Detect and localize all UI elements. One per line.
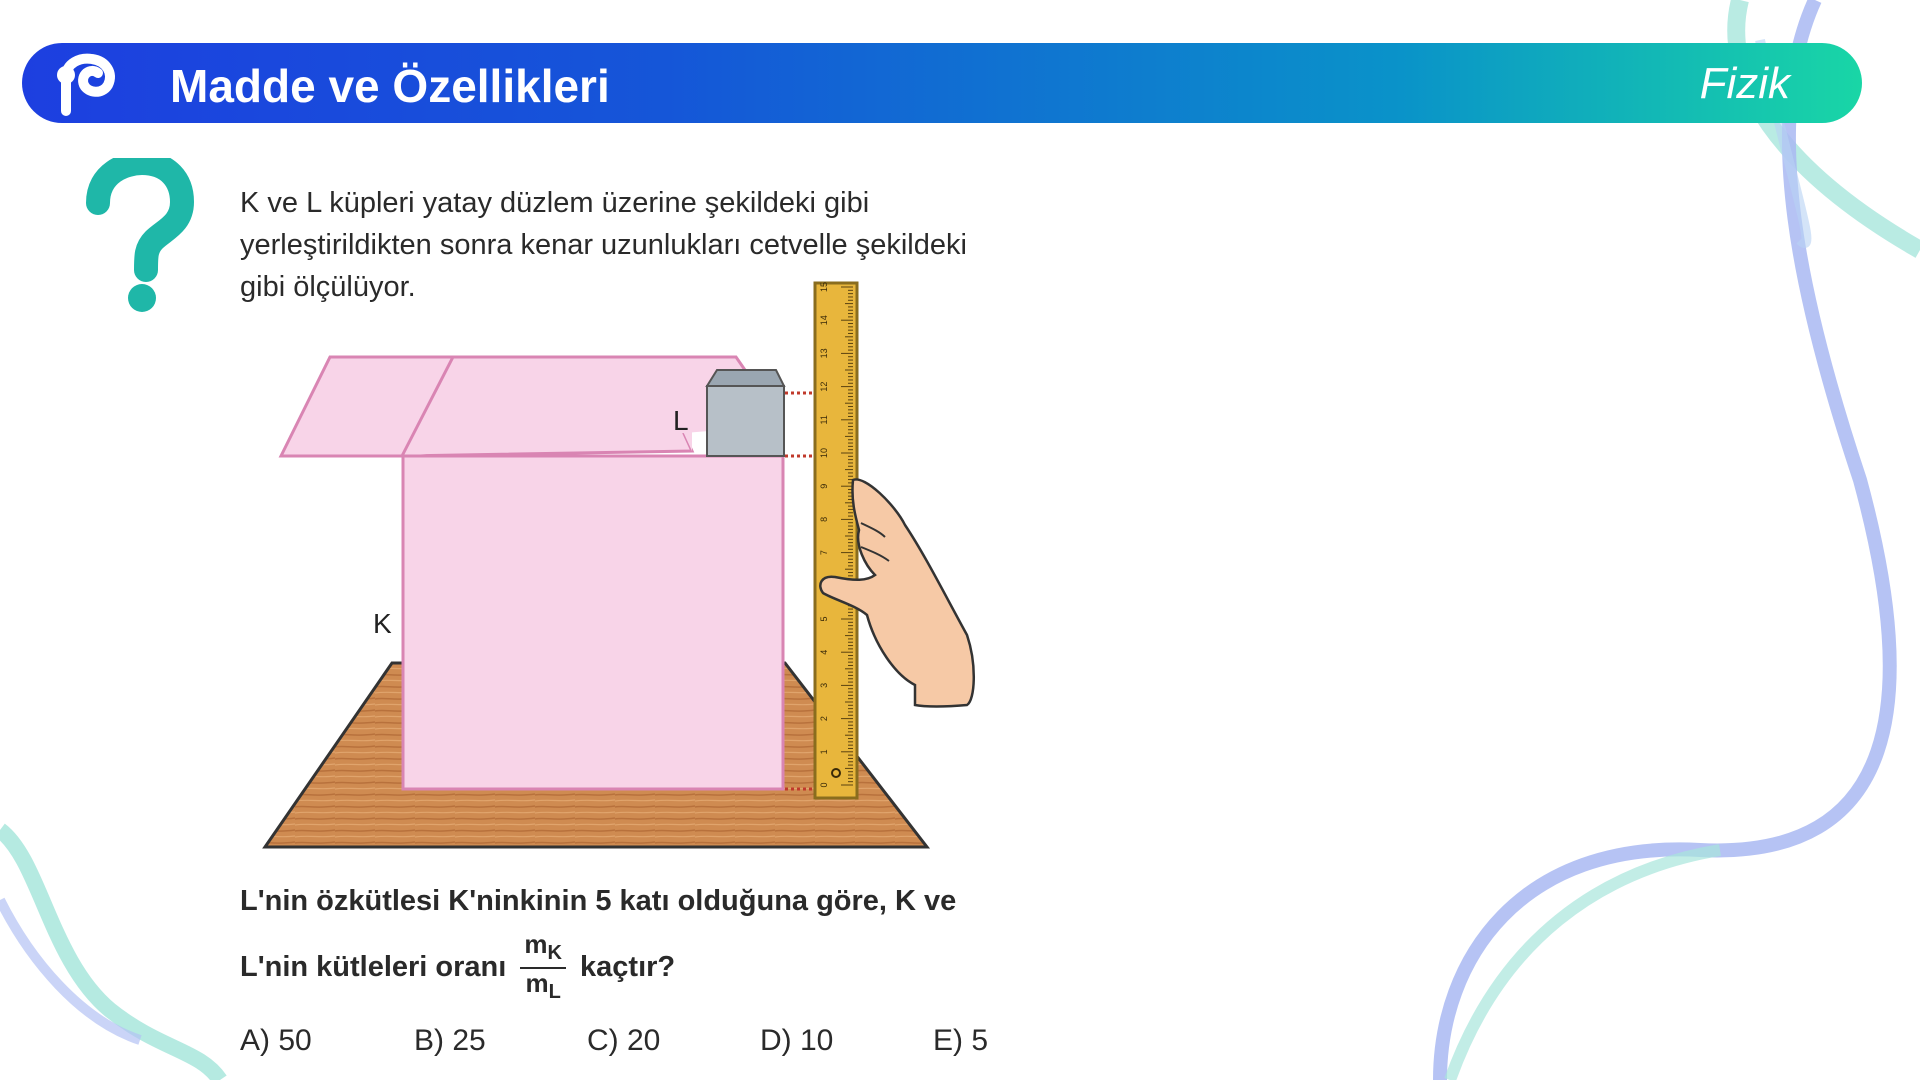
cube-ruler-figure <box>255 275 995 855</box>
frac-denominator: m <box>525 968 549 999</box>
ruler-tick-label: 12 <box>819 381 829 392</box>
question-stem <box>240 880 1140 1006</box>
ruler-tick-label: 4 <box>819 649 829 655</box>
label-k: K <box>373 608 392 639</box>
option-d[interactable]: D) 10 <box>760 1024 834 1057</box>
frac-numerator-sub: K <box>547 942 562 965</box>
prompt-line: gibi ölçülüyor. <box>240 271 416 303</box>
ruler-tick-label: 13 <box>819 348 829 359</box>
frac-denominator-sub: L <box>548 981 561 1004</box>
prompt-line: yerleştirildikten sonra kenar uzunlukları cetvelle şekildeki <box>240 229 967 261</box>
ruler-tick-label: 10 <box>819 447 829 459</box>
ruler-tick-label: 8 <box>819 516 829 522</box>
ruler-tick-label: 1 <box>819 749 829 755</box>
header-bar <box>22 43 1862 123</box>
option-a[interactable]: A) 50 <box>240 1024 312 1057</box>
cube-l-top <box>707 370 784 386</box>
page-title: Madde ve Özellikleri <box>170 60 610 112</box>
ruler-tick-label: 2 <box>819 716 829 722</box>
label-l: L <box>673 405 689 436</box>
question-line-2-post: kaçtır? <box>580 950 676 983</box>
option-b[interactable]: B) 25 <box>414 1024 486 1057</box>
ruler-tick-label: 9 <box>819 483 829 489</box>
option-c[interactable]: C) 20 <box>587 1024 661 1057</box>
ruler-tick-label: 15 <box>819 281 829 293</box>
ruler <box>815 282 857 798</box>
option-e[interactable]: E) 5 <box>933 1024 989 1057</box>
ruler-tick-label: 3 <box>819 682 829 688</box>
ruler-tick-label: 7 <box>819 550 829 556</box>
p-logo-icon <box>44 49 124 119</box>
question-line-1: L'nin özkütlesi K'ninkinin 5 katı olduğuna göre, K ve <box>240 885 957 917</box>
question-line-2 <box>240 930 1140 1006</box>
prompt-line: K ve L küpleri yatay düzlem üzerine şekildeki gibi <box>240 187 870 219</box>
ruler-tick-label: 14 <box>819 315 829 326</box>
ruler-tick-label: 0 <box>819 782 829 788</box>
ruler-tick-label: 5 <box>819 616 829 622</box>
question-mark-icon <box>80 158 200 318</box>
frac-numerator: m <box>524 929 548 959</box>
question-line-2-pre: L'nin kütleleri oranı <box>240 950 507 983</box>
subject-label: Fizik <box>1699 59 1790 108</box>
mass-ratio-fraction <box>520 930 566 1006</box>
ruler-tick-label: 11 <box>819 415 829 425</box>
cube-l-front <box>707 386 784 456</box>
